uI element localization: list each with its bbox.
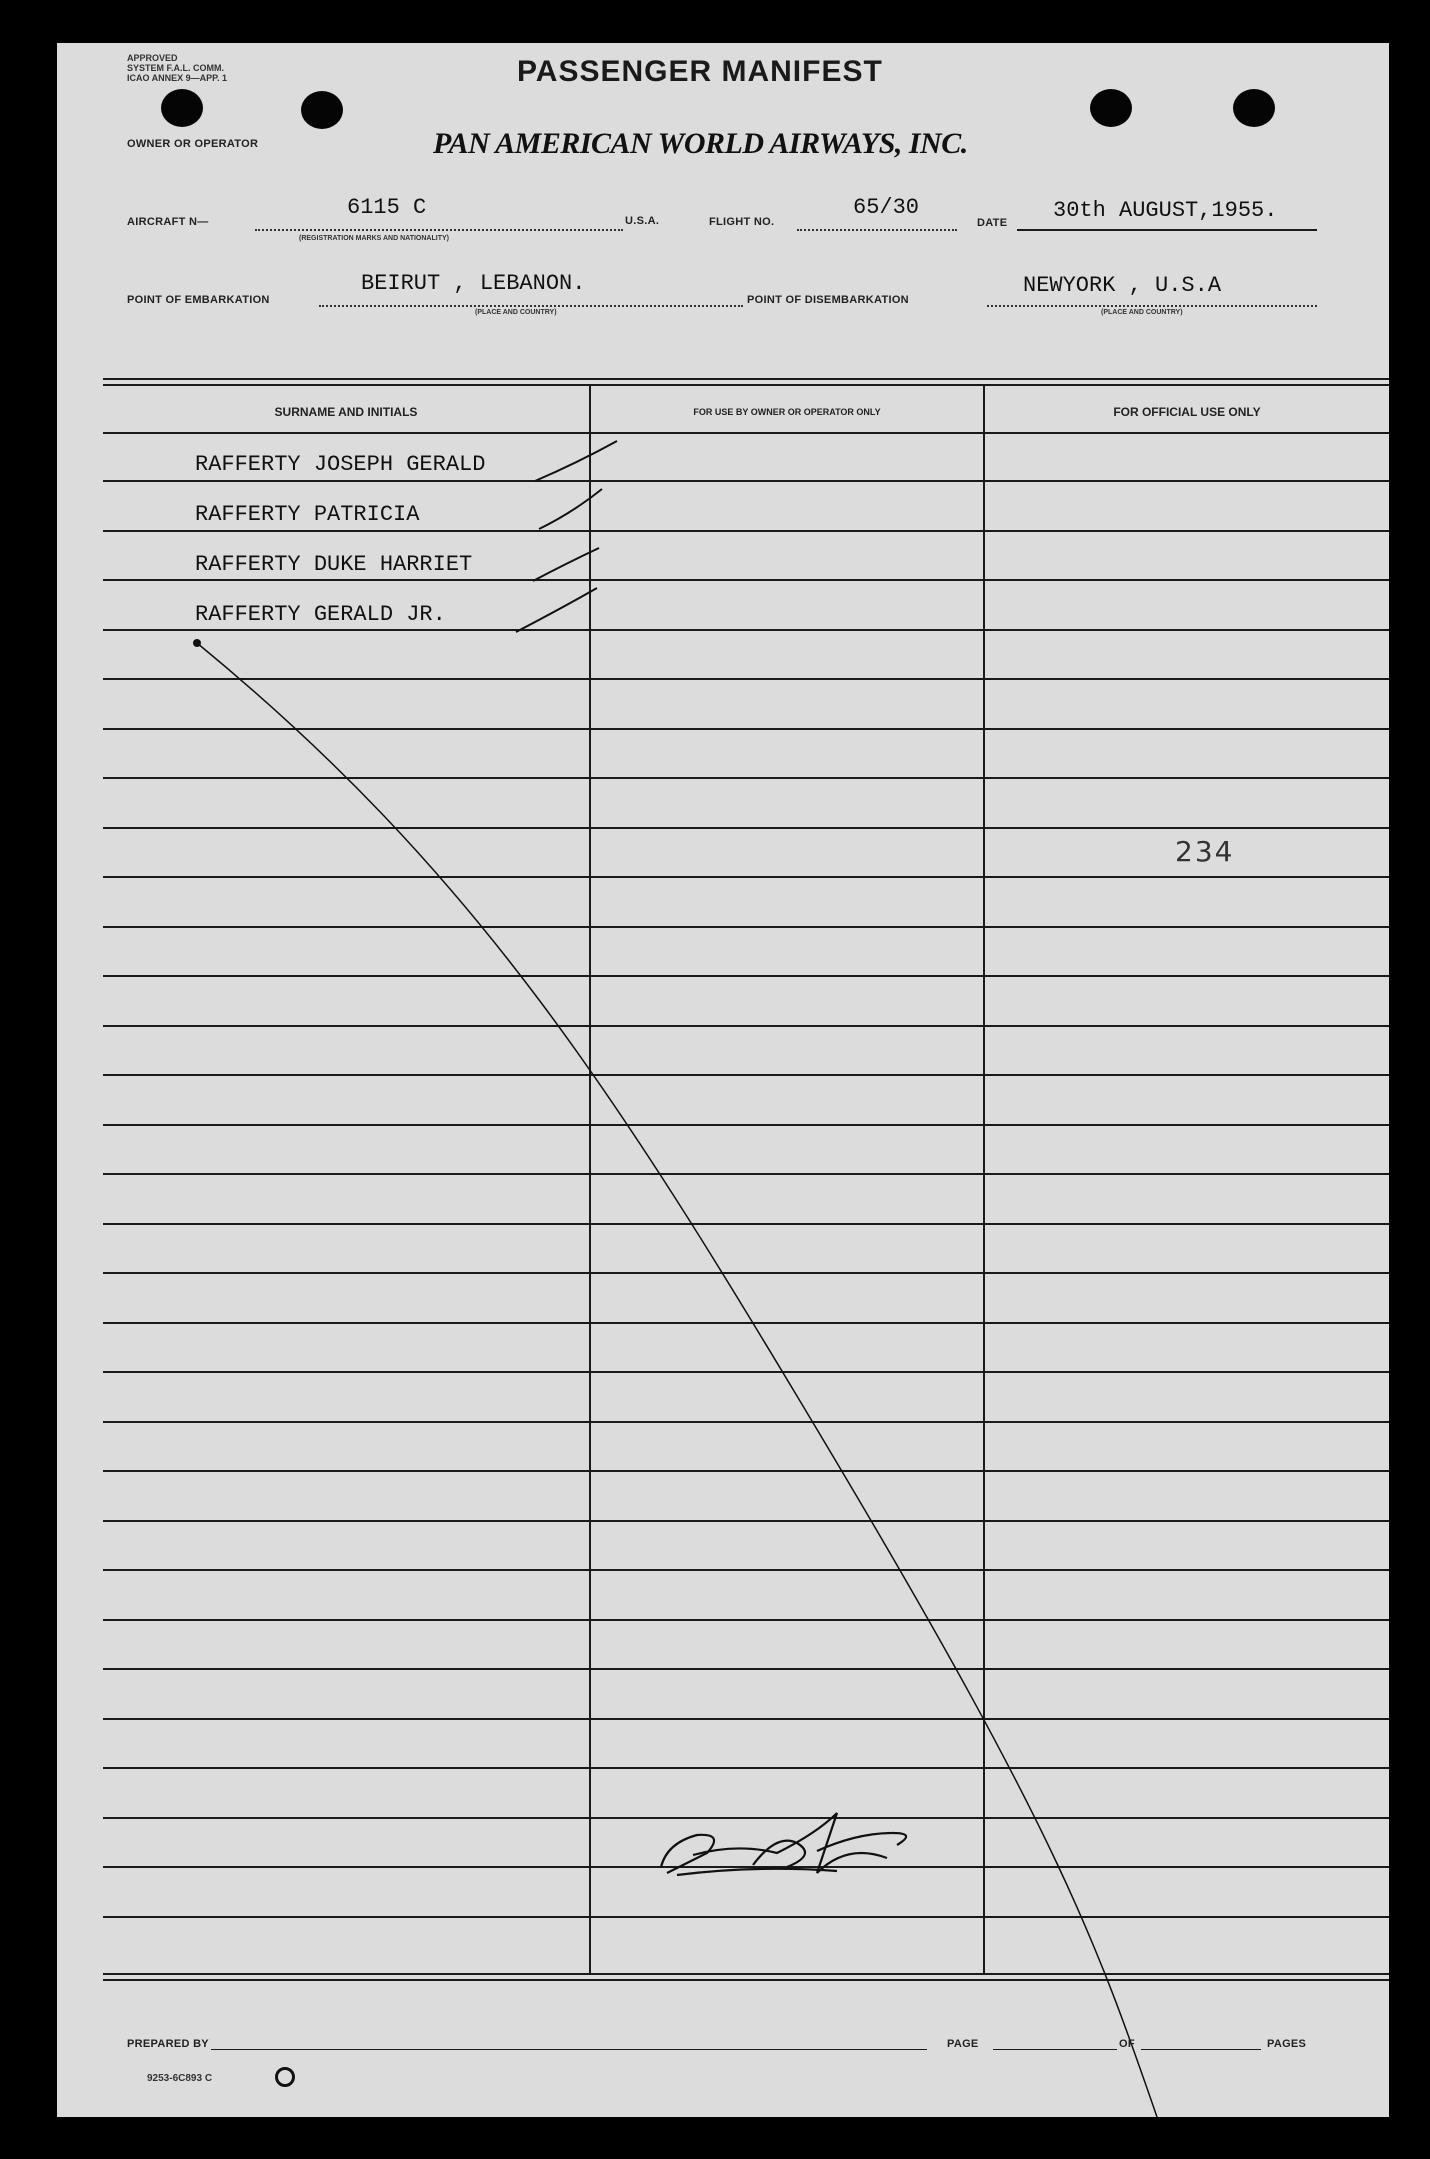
approval-line-3: ICAO ANNEX 9—APP. 1 (127, 73, 228, 83)
of-label: OF (1119, 2038, 1135, 2050)
owner-value: PAN AMERICAN WORLD AIRWAYS, INC. (433, 127, 968, 160)
signature (661, 1813, 906, 1875)
owner-label: OWNER OR OPERATOR (127, 138, 259, 150)
approval-line-1: APPROVED (127, 53, 178, 63)
aircraft-label: AIRCRAFT N— (127, 216, 209, 228)
aircraft-sublabel: (REGISTRATION MARKS AND NATIONALITY) (299, 235, 449, 242)
country-label: U.S.A. (625, 215, 660, 227)
approval-line-2: SYSTEM F.A.L. COMM. (127, 63, 225, 73)
embarkation-value: BEIRUT , LEBANON. (361, 271, 586, 296)
column-header-surname: SURNAME AND INITIALS (274, 405, 418, 419)
page-label: PAGE (947, 2038, 979, 2050)
column-header-official: FOR OFFICIAL USE ONLY (1113, 405, 1261, 419)
manifest-sheet (57, 43, 1389, 2117)
pen-dot (193, 639, 201, 647)
tick-mark (535, 441, 617, 481)
tick-mark (516, 588, 597, 632)
diagonal-cancel-line (197, 643, 1157, 2117)
aircraft-value: 6115 C (347, 195, 427, 220)
tick-mark (533, 548, 599, 581)
date-label: DATE (977, 217, 1008, 229)
flight-label: FLIGHT NO. (709, 216, 775, 228)
date-value: 30th AUGUST,1955. (1053, 198, 1278, 223)
embarkation-sublabel: (PLACE AND COUNTRY) (475, 309, 557, 316)
form-title: PASSENGER MANIFEST (517, 55, 883, 88)
prepared-by-label: PREPARED BY (127, 2038, 209, 2050)
flight-value: 65/30 (853, 195, 920, 220)
passenger-name: RAFFERTY GERALD JR. (195, 602, 446, 627)
name-tick-marks (516, 441, 617, 632)
union-label-icon (275, 2067, 295, 2087)
pages-label: PAGES (1267, 2038, 1307, 2050)
embarkation-label: POINT OF EMBARKATION (127, 294, 270, 306)
column-header-operator: FOR USE BY OWNER OR OPERATOR ONLY (693, 407, 881, 417)
passenger-name: RAFFERTY DUKE HARRIET (195, 552, 473, 577)
passenger-name: RAFFERTY JOSEPH GERALD (195, 452, 486, 477)
form-number: 9253-6C893 C (147, 2073, 213, 2084)
disembarkation-value: NEWYORK , U.S.A (1023, 273, 1222, 298)
disembarkation-label: POINT OF DISEMBARKATION (747, 294, 909, 306)
passenger-name: RAFFERTY PATRICIA (195, 502, 420, 527)
disembarkation-sublabel: (PLACE AND COUNTRY) (1101, 309, 1183, 316)
official-note: 234 (1175, 835, 1235, 868)
pen-marks (57, 43, 1389, 2117)
tick-mark (539, 489, 602, 529)
